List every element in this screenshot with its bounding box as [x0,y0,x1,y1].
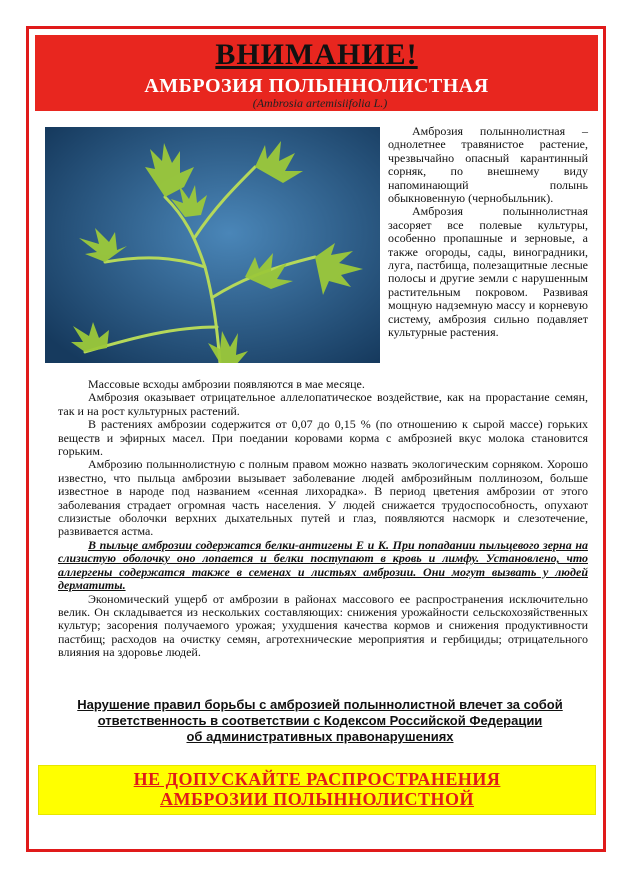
notice-line-3: об административных правонарушениях [186,729,454,744]
intro-paragraph-2: Амброзия полыннолистная засоряет все полевые культуры, особенно пропашные и зерновые, а также огороды, сады, виноградники, луга, пастбища, полезащитные лесные полосы и другие земли с нарушенным растительным покровом. Развивая мощную надземную массу и корневую систему, амброзия сильно подавляет культурные растения. [388,204,588,340]
body-text [58,378,588,660]
notice-line-1: Нарушение правил борьбы с амброзией полыннолистной влечет за собой [77,697,563,712]
ragweed-photo [45,127,380,363]
liability-notice [70,697,570,745]
warning-banner [38,765,596,815]
paragraph-sprouting: Массовые всходы амброзии появляются в мае месяце. [88,377,365,391]
page-title: ВНИМАНИЕ! [215,38,418,71]
intro-column [388,125,588,340]
intro-paragraph-1: Амброзия полыннолистная – однолетнее травянистое растение, чрезвычайно опасный карантинный сорняк, по внешнему виду напоминающий полынь обыкновенную (чернобыльник). [388,124,588,206]
paragraph-economic-damage: Экономический ущерб от амброзии в районах массового ее распространения исключительно велик. Он складывается из нескольких составляющих: снижения урожайности сельскохозяйственных культур; засорения получаемого урожая; ухудшения качества кормов и снижения продуктивности пастбищ; расходов на очистку семян, агротехнические мероприятия и гербициды; отрицательного влияния на здоровье людей. [58,591,588,660]
paragraph-pollinosis: Амброзию полыннолистную с полным правом можно назвать экологическим сорняком. Хорошо известно, что пыльца амброзии вызывает заболевание людей амброзийным поллинозом, больше известное в народе под названием «сенная лихорадка». В период цветения амброзии от этого заболевания страдает огромная часть населения. У людей снижается трудоспособность, опухают слизистые оболочки верхних дыхательных путей и глаз, появляются насморк и слезотечение, развивается астма. [58,457,588,539]
ragweed-plant-illustration [45,127,380,363]
paragraph-bitter-substances: В растениях амброзии содержится от 0,07 до 0,15 % (по отношению к сырой массе) горьких веществ и эфирных масел. При поедании коровами корма с амброзией вкус молока становится горьким. [58,417,588,459]
banner-line-1: НЕ ДОПУСКАЙТЕ РАСПРОСТРАНЕНИЯ [133,769,501,789]
banner-line-2: АМБРОЗИИ ПОЛЫННОЛИСТНОЙ [159,789,474,809]
page-subtitle: АМБРОЗИЯ ПОЛЫННОЛИСТНАЯ [144,75,489,97]
notice-line-2: ответственность в соответствии с Кодексом Российской Федерации [97,713,543,728]
paragraph-antigens: В пыльце амброзии содержатся белки-антигены Е и К. При попадании пыльцевого зерна на слизистую оболочку оно лопается и белки поступают в кровь и лимфу. Установлено, что аллергены содержатся также в семенах и листьях амброзии. Они могут вызвать у людей дерматиты. [58,537,588,593]
paragraph-allelopathy: Амброзия оказывает отрицательное аллелопатическое воздействие, как на прорастание семян, так и на рост культурных растений. [58,390,588,418]
latin-name: (Ambrosia artemisiifolia L.) [252,96,388,110]
